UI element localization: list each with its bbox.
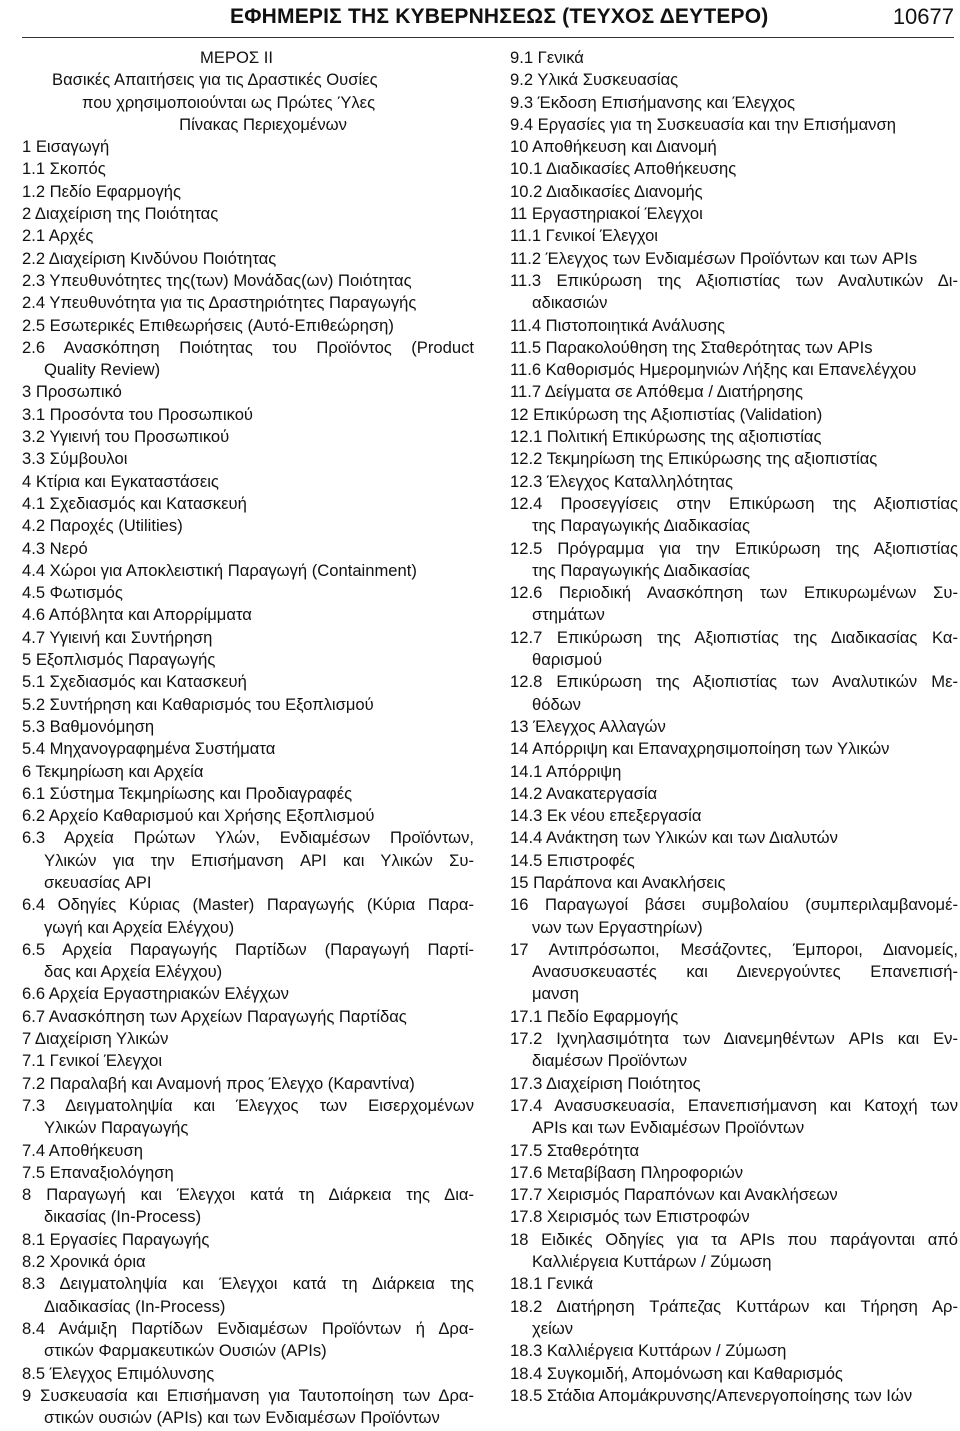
- toc-line: 11.4 Πιστοποιητικά Ανάλυσης: [510, 315, 725, 335]
- toc-line: 10.1 Διαδικασίες Αποθήκευσης: [510, 159, 737, 179]
- toc-line: Καλλιέργεια Κυττάρων / Ζύμωση: [532, 1252, 772, 1272]
- toc-line: διαμέσων Προϊόντων: [532, 1051, 688, 1071]
- toc-line: 2.5 Εσωτερικές Επιθεωρήσεις (Αυτό-Επιθεώρηση): [22, 315, 394, 335]
- toc-line: θαρισμού: [532, 650, 603, 670]
- toc-line: 5.4 Μηχανογραφημένα Συστήματα: [22, 739, 276, 759]
- toc-line: 3.3 Σύμβουλοι: [22, 449, 128, 469]
- toc-line: Βασικές Απαιτήσεις για τις Δραστικές Ουσίες: [52, 70, 378, 90]
- toc-line: 4 Κτίρια και Εγκαταστάσεις: [22, 471, 219, 491]
- toc-line: Ανασυσκευαστές και Διενεργούντες Επανεπισή-: [532, 962, 958, 982]
- toc-line: 12 Επικύρωση της Αξιοπιστίας (Validation): [510, 404, 823, 424]
- toc-line: 4.7 Υγιεινή και Συντήρηση: [22, 627, 213, 647]
- toc-line: 7.3 Δειγματοληψία και Έλεγχος των Εισερχομένων: [22, 1095, 474, 1115]
- toc-line: 18.1 Γενικά: [510, 1274, 594, 1294]
- toc-line: στικών ουσιών (APIs) και των Ενδιαμέσων Προϊόντων: [44, 1408, 440, 1428]
- toc-line: 3.1 Προσόντα του Προσωπικού: [22, 404, 253, 424]
- toc-line: 16 Παραγωγοί βάσει συμβολαίου (συμπεριλαμβανομέ-: [510, 895, 958, 915]
- toc-line: 7 Διαχείριση Υλικών: [22, 1029, 169, 1049]
- toc-line: 2.6 Ανασκόπηση Ποιότητας του Προϊόντος (Product: [22, 337, 474, 357]
- toc-line: 5.2 Συντήρηση και Καθαρισμός του Εξοπλισμού: [22, 694, 374, 714]
- toc-line: APIs και των Ενδιαμέσων Προϊόντων: [532, 1118, 805, 1138]
- toc-line: 15 Παράπονα και Ανακλήσεις: [510, 872, 726, 892]
- toc-line: 8.2 Χρονικά όρια: [22, 1252, 146, 1272]
- toc-line: νων των Εργαστηρίων): [532, 917, 703, 937]
- toc-line: 7.4 Αποθήκευση: [22, 1140, 143, 1160]
- toc-line: Πίνακας Περιεχομένων: [179, 114, 347, 134]
- toc-line: αδικασιών: [532, 293, 608, 313]
- toc-line: 14.2 Ανακατεργασία: [510, 783, 658, 803]
- page-header: [0, 0, 960, 34]
- toc-line: 14.3 Εκ νέου επεξεργασία: [510, 806, 702, 826]
- toc-line: 6.4 Οδηγίες Κύριας (Master) Παραγωγής (Κύρια Παρα-: [22, 895, 474, 915]
- toc-line: 6.1 Σύστημα Τεκμηρίωσης και Προδιαγραφές: [22, 783, 353, 803]
- toc-line: 4.1 Σχεδιασμός και Κατασκευή: [22, 493, 247, 513]
- toc-line: δας και Αρχεία Ελέγχου): [44, 962, 223, 982]
- toc-line: 4.2 Παροχές (Utilities): [22, 516, 183, 536]
- toc-line: 11.2 Έλεγχος των Ενδιαμέσων Προϊόντων και των APIs: [510, 248, 918, 268]
- toc-line: 8.3 Δειγματοληψία και Έλεγχοι κατά τη Διάρκεια της: [22, 1274, 474, 1294]
- toc-line: 18.2 Διατήρηση Τράπεζας Κυττάρων και Τήρηση Αρ-: [510, 1296, 958, 1316]
- toc-line: 3.2 Υγιεινή του Προσωπικού: [22, 427, 230, 447]
- toc-line: 17.2 Ιχνηλασιμότητα των Διανεμηθέντων APIs και Εν-: [510, 1029, 958, 1049]
- toc-line: 11.6 Καθορισμός Ημερομηνιών Λήξης και Επανελέγχου: [510, 360, 917, 380]
- toc-line: 11.5 Παρακολούθηση της Σταθερότητας των APIs: [510, 337, 873, 357]
- toc-line: 14.5 Επιστροφές: [510, 850, 635, 870]
- toc-line: 5 Εξοπλισμός Παραγωγής: [22, 650, 216, 670]
- toc-line: 18.3 Καλλιέργεια Κυττάρων / Ζύμωση: [510, 1341, 787, 1361]
- toc-line: 14.4 Ανάκτηση των Υλικών και των Διαλυτών: [510, 828, 838, 848]
- toc-line: 11.1 Γενικοί Έλεγχοι: [510, 226, 658, 246]
- toc-line: 5.3 Βαθμονόμηση: [22, 716, 155, 736]
- toc-line: σκευασίας API: [44, 872, 152, 892]
- toc-line: Quality Review): [44, 360, 161, 380]
- toc-line: ΜΕΡΟΣ ΙΙ: [200, 48, 273, 67]
- toc-line: 12.6 Περιοδική Ανασκόπηση των Επικυρωμένων Συ-: [510, 583, 958, 603]
- toc-line: 8 Παραγωγή και Έλεγχοι κατά τη Διάρκεια της Δια-: [22, 1185, 474, 1205]
- toc-line: 1 Εισαγωγή: [22, 137, 110, 157]
- toc-line: στημάτων: [532, 605, 605, 625]
- toc-line: 9 Συσκευασία και Επισήμανση για Ταυτοποίηση των Δρα-: [22, 1385, 474, 1405]
- header-rule: [22, 37, 954, 38]
- toc-line: 2.1 Αρχές: [22, 226, 94, 246]
- toc-line: μανση: [532, 984, 579, 1004]
- toc-line: χείων: [532, 1318, 574, 1338]
- toc-line: 8.1 Εργασίες Παραγωγής: [22, 1229, 210, 1249]
- toc-line: 18.4 Συγκομιδή, Απομόνωση και Καθαρισμός: [510, 1363, 843, 1383]
- toc-line: 12.1 Πολιτική Επικύρωσης της αξιοπιστίας: [510, 427, 822, 447]
- toc-line: 14 Απόρριψη και Επαναχρησιμοποίηση των Υλικών: [510, 739, 890, 759]
- toc-line: 17.7 Χειρισμός Παραπόνων και Ανακλήσεων: [510, 1185, 838, 1205]
- toc-line: 7.1 Γενικοί Έλεγχοι: [22, 1051, 163, 1071]
- toc-line: 12.7 Επικύρωση της Αξιοπιστίας της Διαδικασίας Κα-: [510, 627, 958, 647]
- toc-line: Υλικών για την Επισήμανση API και Υλικών Συ-: [44, 850, 474, 870]
- toc-line: 17.1 Πεδίο Εφαρμογής: [510, 1006, 679, 1026]
- toc-line: 17.8 Χειρισμός των Επιστροφών: [510, 1207, 750, 1227]
- toc-line: 7.5 Επαναξιολόγηση: [22, 1162, 174, 1182]
- toc-line: 6.7 Ανασκόπηση των Αρχείων Παραγωγής Παρτίδας: [22, 1006, 407, 1026]
- toc-line: 12.3 Έλεγχος Καταλληλότητας: [510, 471, 733, 491]
- toc-line: 8.4 Ανάμιξη Παρτίδων Ενδιαμέσων Προϊόντων ή Δρα-: [22, 1318, 474, 1338]
- toc-line: 9.2 Υλικά Συσκευασίας: [510, 70, 679, 90]
- toc-line: της Παραγωγικής Διαδικασίας: [532, 516, 750, 536]
- toc-line: 2.4 Υπευθυνότητα για τις Δραστηριότητες Παραγωγής: [22, 293, 417, 313]
- toc-line: 17.5 Σταθερότητα: [510, 1140, 640, 1160]
- toc-line: 18.5 Στάδια Απομάκρυνσης/Απενεργοποίησης των Ιών: [510, 1385, 913, 1405]
- gazette-title: ΕΦΗΜΕΡΙΣ ΤΗΣ ΚΥΒΕΡΝΗΣΕΩΣ (ΤΕΥΧΟΣ ΔΕΥΤΕΡΟ): [230, 5, 769, 28]
- toc-line: 6 Τεκμηρίωση και Αρχεία: [22, 761, 204, 781]
- toc-line: 5.1 Σχεδιασμός και Κατασκευή: [22, 672, 247, 692]
- toc-line: 9.3 Έκδοση Επισήμανσης και Έλεγχος: [510, 92, 796, 112]
- toc-line: γωγή και Αρχεία Ελέγχου): [44, 917, 235, 937]
- toc-line: 14.1 Απόρριψη: [510, 761, 622, 781]
- toc-line: 18 Ειδικές Οδηγίες για τα APIs που παράγονται από: [510, 1229, 958, 1249]
- toc-line: 11.3 Επικύρωση της Αξιοπιστίας των Αναλυτικών Δι-: [510, 270, 958, 290]
- toc-line: 17.4 Ανασυσκευασία, Επανεπισήμανση και Κατοχή των: [510, 1095, 958, 1115]
- toc-line: 1.1 Σκοπός: [22, 159, 106, 179]
- left-column: [22, 47, 474, 1429]
- toc-line: 4.6 Απόβλητα και Απορρίμματα: [22, 605, 252, 625]
- toc-line: 6.2 Αρχείο Καθαρισμού και Χρήσης Εξοπλισμού: [22, 806, 375, 826]
- toc-line: 12.8 Επικύρωση της Αξιοπιστίας των Αναλυτικών Με-: [510, 672, 958, 692]
- toc-line: 6.6 Αρχεία Εργαστηριακών Ελέγχων: [22, 984, 289, 1004]
- toc-line: 1.2 Πεδίο Εφαρμογής: [22, 181, 181, 201]
- toc-line: 12.2 Τεκμηρίωση της Επικύρωσης της αξιοπιστίας: [510, 449, 878, 469]
- toc-line: 2.3 Υπευθυνότητες της(των) Μονάδας(ων) Ποιότητας: [22, 270, 412, 290]
- toc-line: Υλικών Παραγωγής: [44, 1118, 189, 1138]
- toc-line: θόδων: [532, 694, 581, 714]
- toc-line: 6.3 Αρχεία Πρώτων Υλών, Ενδιαμέσων Προϊόντων,: [22, 828, 474, 848]
- toc-line: 4.4 Χώροι για Αποκλειστική Παραγωγή (Containment): [22, 560, 417, 580]
- toc-line: της Παραγωγικής Διαδικασίας: [532, 560, 750, 580]
- toc-line: 12.4 Προσεγγίσεις στην Επικύρωση της Αξιοπιστίας: [510, 493, 958, 513]
- page-number: 10677: [892, 4, 954, 29]
- toc-line: 6.5 Αρχεία Παραγωγής Παρτίδων (Παραγωγή Παρτί-: [22, 939, 474, 959]
- toc-line: 12.5 Πρόγραμμα για την Επικύρωση της Αξιοπιστίας: [510, 538, 958, 558]
- toc-line: 9.4 Εργασίες για τη Συσκευασία και την Επισήμανση: [510, 114, 896, 134]
- toc-line: 10.2 Διαδικασίες Διανομής: [510, 181, 703, 201]
- toc-line: 11.7 Δείγματα σε Απόθεμα / Διατήρησης: [510, 382, 803, 402]
- toc-line: 2.2 Διαχείριση Κινδύνου Ποιότητας: [22, 248, 277, 268]
- toc-line: δικασίας (In-Process): [44, 1207, 202, 1227]
- toc-line: 4.5 Φωτισμός: [22, 583, 123, 603]
- toc-line: 13 Έλεγχος Αλλαγών: [510, 716, 666, 736]
- toc-line: 17.6 Μεταβίβαση Πληροφοριών: [510, 1162, 744, 1182]
- toc-line: 10 Αποθήκευση και Διανομή: [510, 137, 717, 157]
- toc-line: 9.1 Γενικά: [510, 48, 584, 67]
- toc-line: 2 Διαχείριση της Ποιότητας: [22, 204, 219, 224]
- toc-line: Διαδικασίας (In-Process): [44, 1296, 226, 1316]
- toc-line: 11 Εργαστηριακοί Έλεγχοι: [510, 204, 703, 224]
- toc-line: 7.2 Παραλαβή και Αναμονή προς Έλεγχο (Καραντίνα): [22, 1073, 415, 1093]
- toc-line: 4.3 Νερό: [22, 538, 88, 558]
- toc-line: 3 Προσωπικό: [22, 382, 122, 402]
- toc-line: που χρησιμοποιούνται ως Πρώτες Ύλες: [82, 92, 376, 112]
- toc-line: 17.3 Διαχείριση Ποιότητος: [510, 1073, 701, 1093]
- toc-line: 17 Αντιπρόσωποι, Μεσάζοντες, Έμποροι, Διανομείς,: [510, 939, 958, 959]
- right-column: [510, 47, 958, 1407]
- toc-line: στικών Φαρμακευτικών Ουσιών (APIs): [44, 1341, 327, 1361]
- toc-line: 8.5 Έλεγχος Επιμόλυνσης: [22, 1363, 215, 1383]
